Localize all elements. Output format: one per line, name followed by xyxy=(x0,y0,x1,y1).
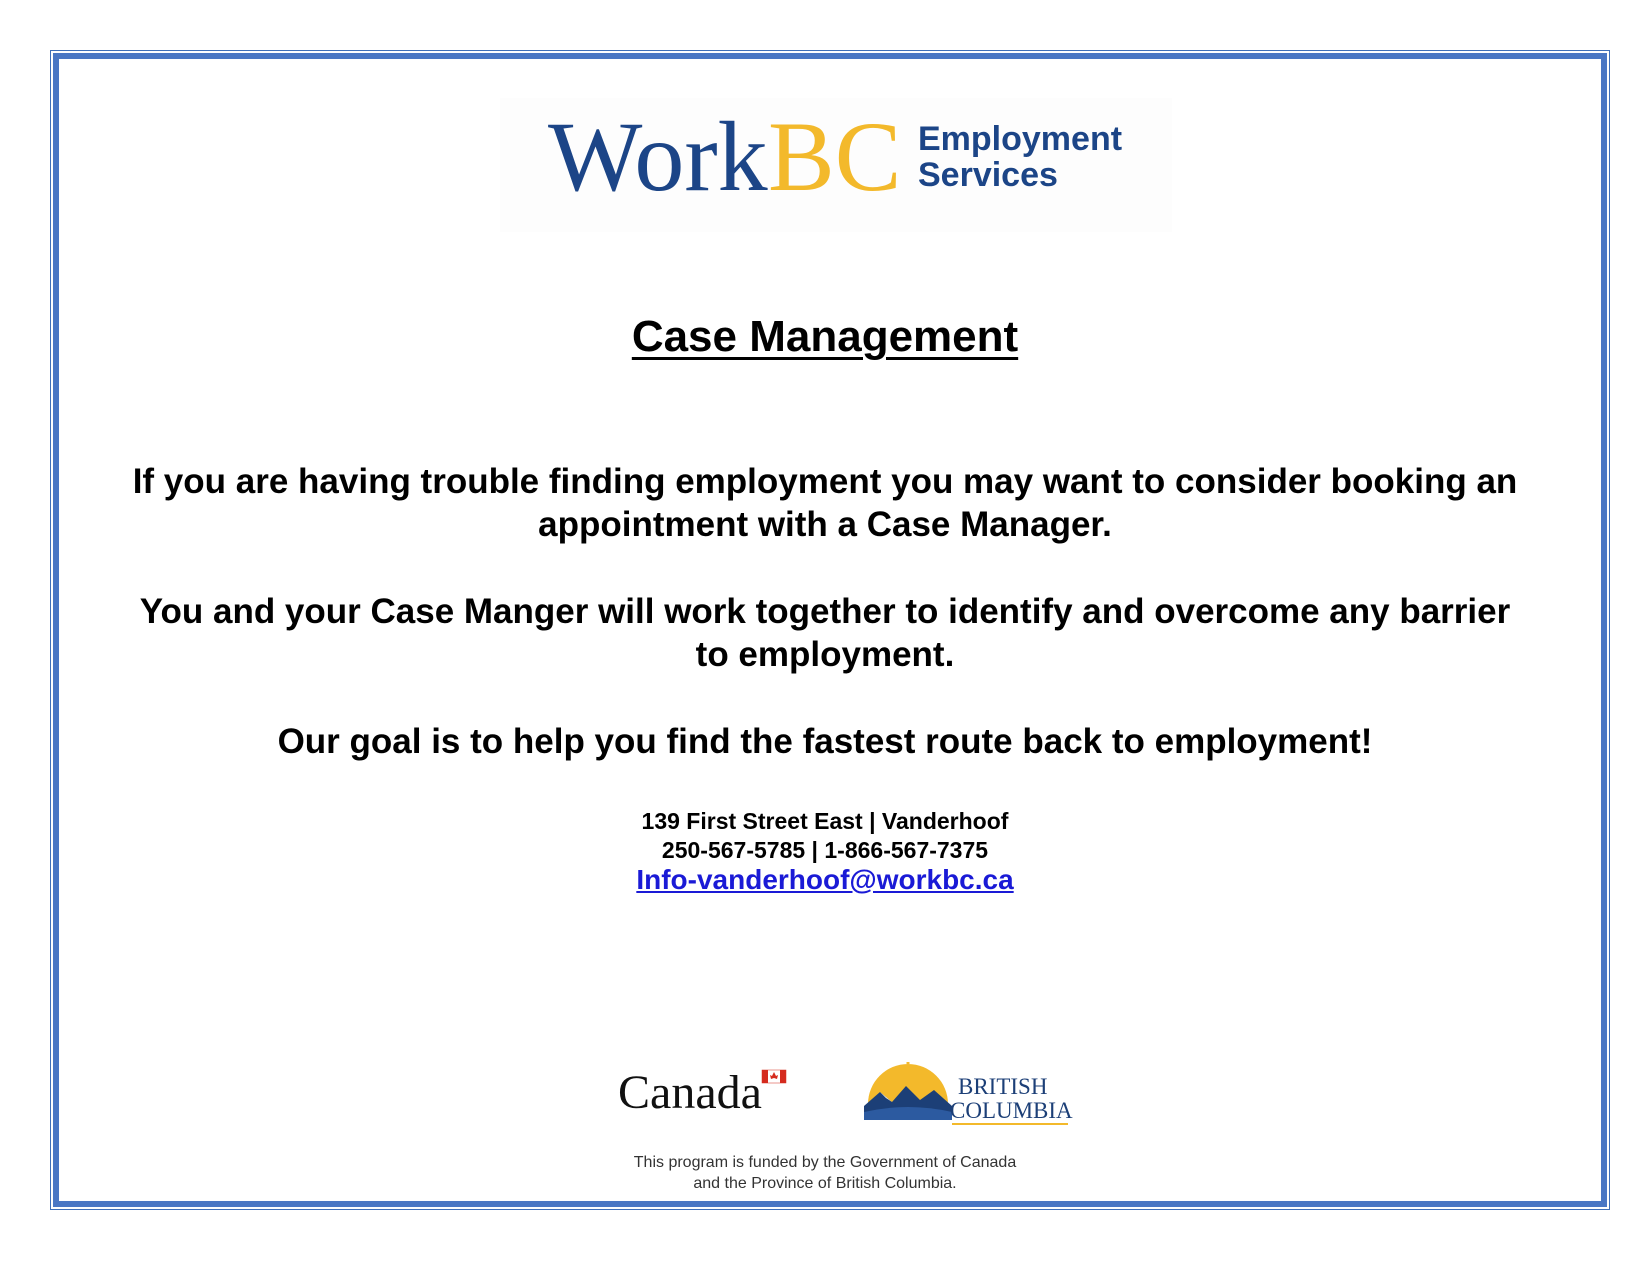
workbc-logo-bc: BC xyxy=(768,101,902,212)
page-title: Case Management xyxy=(631,312,1019,361)
contact-phones: 250-567-5785 | 1-866-567-7375 xyxy=(661,837,989,863)
bc-logo-line1: BRITISH xyxy=(958,1074,1048,1099)
bc-logo-line2: COLUMBIA xyxy=(950,1098,1073,1123)
contact-address: 139 First Street East | Vanderhoof xyxy=(641,808,1009,834)
canada-wordmark-logo xyxy=(618,1066,790,1121)
canada-wordmark-text: Canada xyxy=(618,1066,762,1116)
funding-line-2: and the Province of British Columbia. xyxy=(693,1175,957,1192)
bc-sun-mountain-icon xyxy=(864,1062,952,1120)
contact-email-link[interactable]: Info-vanderhoof@workbc.ca xyxy=(636,864,1014,895)
funding-line-1: This program is funded by the Government of Canada xyxy=(633,1154,1017,1171)
workbc-logo-work: Work xyxy=(548,101,768,212)
paragraph-goal: Our goal is to help you find the fastest route back to employment! xyxy=(277,722,1373,761)
workbc-logo xyxy=(500,98,1172,232)
paragraph-case-manager: You and your Case Manger will work together to identify and overcome any barrier to employment. xyxy=(139,592,1511,674)
workbc-logo-line2: Services xyxy=(918,156,1058,194)
canadian-flag-icon xyxy=(762,1070,786,1083)
british-columbia-logo xyxy=(858,1062,1078,1137)
paragraph-booking: If you are having trouble finding employment you may want to consider booking an appointment with a Case Manager. xyxy=(132,462,1518,544)
funding-note xyxy=(0,1152,1650,1194)
workbc-logo-line1: Employment xyxy=(918,120,1123,158)
